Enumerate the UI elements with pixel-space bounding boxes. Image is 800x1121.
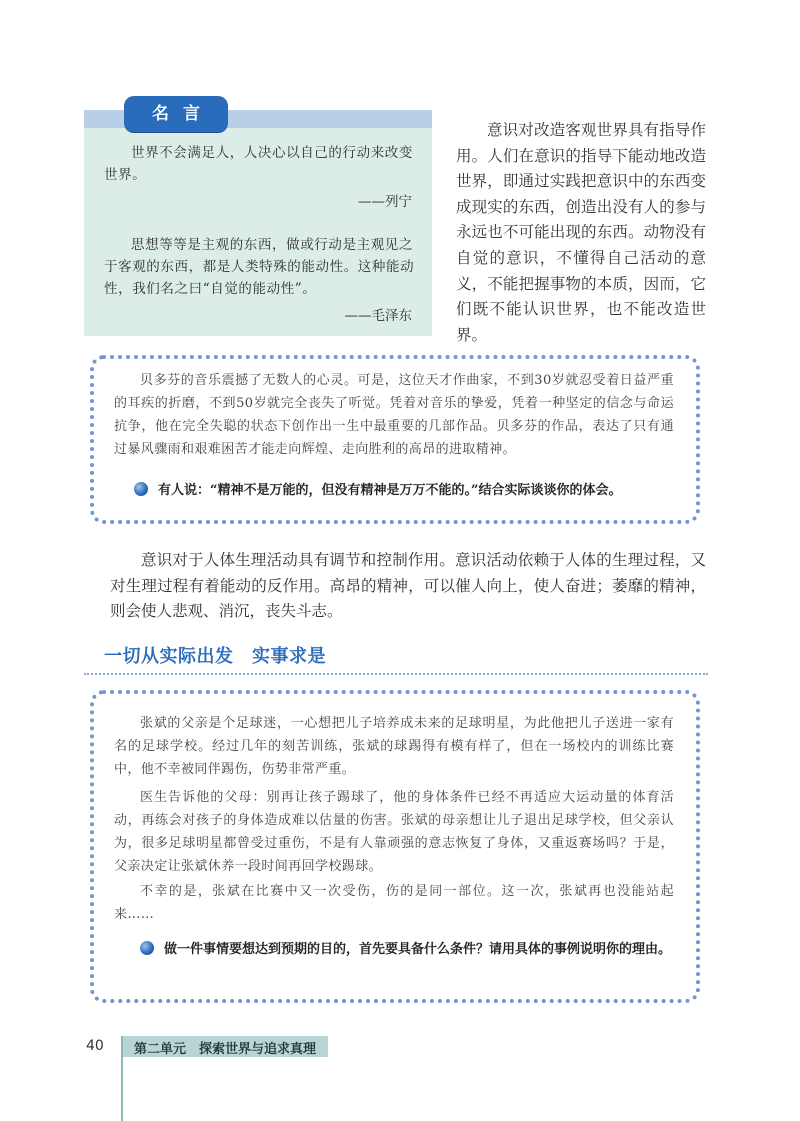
question-bullet-icon: [140, 941, 154, 955]
main-paragraph: 意识对于人体生理活动具有调节和控制作用。意识活动依赖于人体的生理过程，又对生理过程有着能动的反作用。高昂的精神，可以催人向上，使人奋进；萎靡的精神，则会使人悲观、消沉，丧失斗志。: [110, 551, 706, 621]
quote-author-mao: ——毛泽东: [344, 308, 412, 324]
case-text-zhangbin-p3: 不幸的是，张斌在比赛中又一次受伤，伤的是同一部位。这一次，张斌再也没能站起来……: [114, 884, 674, 922]
quote-lenin: 世界不会满足人，人决心以自己的行动来改变世界。: [104, 145, 413, 183]
case-text-zhangbin-p2: 医生告诉他的父母：别再让孩子踢球了，他的身体条件已经不再适应大运动量的体育活动，再练会对孩子的身体造成难以估量的伤害。张斌的母亲想让儿子退出足球学校，但父亲认为，很多足球明星都曾受过重伤，不是有人靠顽强的意志恢复了身体，又重返赛场吗？于是，父亲决定让张斌休养一段时间再回学校踢球。: [114, 790, 674, 874]
discussion-question-2: [114, 938, 674, 961]
discussion-question-1: [134, 479, 684, 502]
case-box-zhangbin: [90, 690, 700, 1003]
case-text-zhangbin-p1: 张斌的父亲是个足球迷，一心想把儿子培养成未来的足球明星，为此他把儿子送进一家有名的足球学校。经过几年的刻苦训练，张斌的球踢得有模有样了，但在一场校内的训练比赛中，他不幸被同伴踢伤，伤势非常严重。: [114, 716, 674, 777]
quote-author-lenin: ——列宁: [358, 194, 412, 210]
quote-mao: 思想等等是主观的东西，做或行动是主观见之于客观的东西，都是人类特殊的能动性。这种能动性，我们名之曰“自觉的能动性”。: [104, 237, 415, 297]
footer-vertical-line: [121, 1036, 123, 1121]
question-text-2: 做一件事情要想达到预期的目的，首先要具备什么条件？请用具体的事例说明你的理由。: [164, 942, 672, 957]
section-heading: 一切从实际出发 实事求是: [104, 646, 326, 667]
case-text-beethoven: 贝多芬的音乐震撼了无数人的心灵。可是，这位天才作曲家，不到30岁就忍受着日益严重的耳疾的折磨，不到50岁就完全丧失了听觉。凭着对音乐的挚爱，凭着一种坚定的信念与命运抗争，他在完全失聪的状态下创作出一生中最重要的几部作品。贝多芬的作品，表达了只有通过暴风骤雨和艰难困苦才能走向辉煌、走向胜利的高昂的进取精神。: [114, 373, 674, 457]
page-number: 40: [86, 1038, 104, 1054]
case-box-beethoven: [90, 355, 700, 524]
right-column-paragraph: 意识对改造客观世界具有指导作用。人们在意识的指导下能动地改造世界，即通过实践把意识中的东西变成现实的东西，创造出没有人的参与永远也不可能出现的东西。动物没有自觉的意识，不懂得自己活动的意义，不能把握事物的本质，因而，它们既不能认识世界，也不能改造世界。: [456, 121, 706, 344]
quote-box-title: 名言: [124, 96, 228, 132]
question-bullet-icon: [134, 482, 148, 496]
question-text-1: 有人说：“精神不是万能的，但没有精神是万万不能的。”结合实际谈谈你的体会。: [158, 483, 622, 498]
unit-label: 第二单元 探索世界与追求真理: [134, 1042, 317, 1057]
heading-divider: [84, 673, 708, 675]
